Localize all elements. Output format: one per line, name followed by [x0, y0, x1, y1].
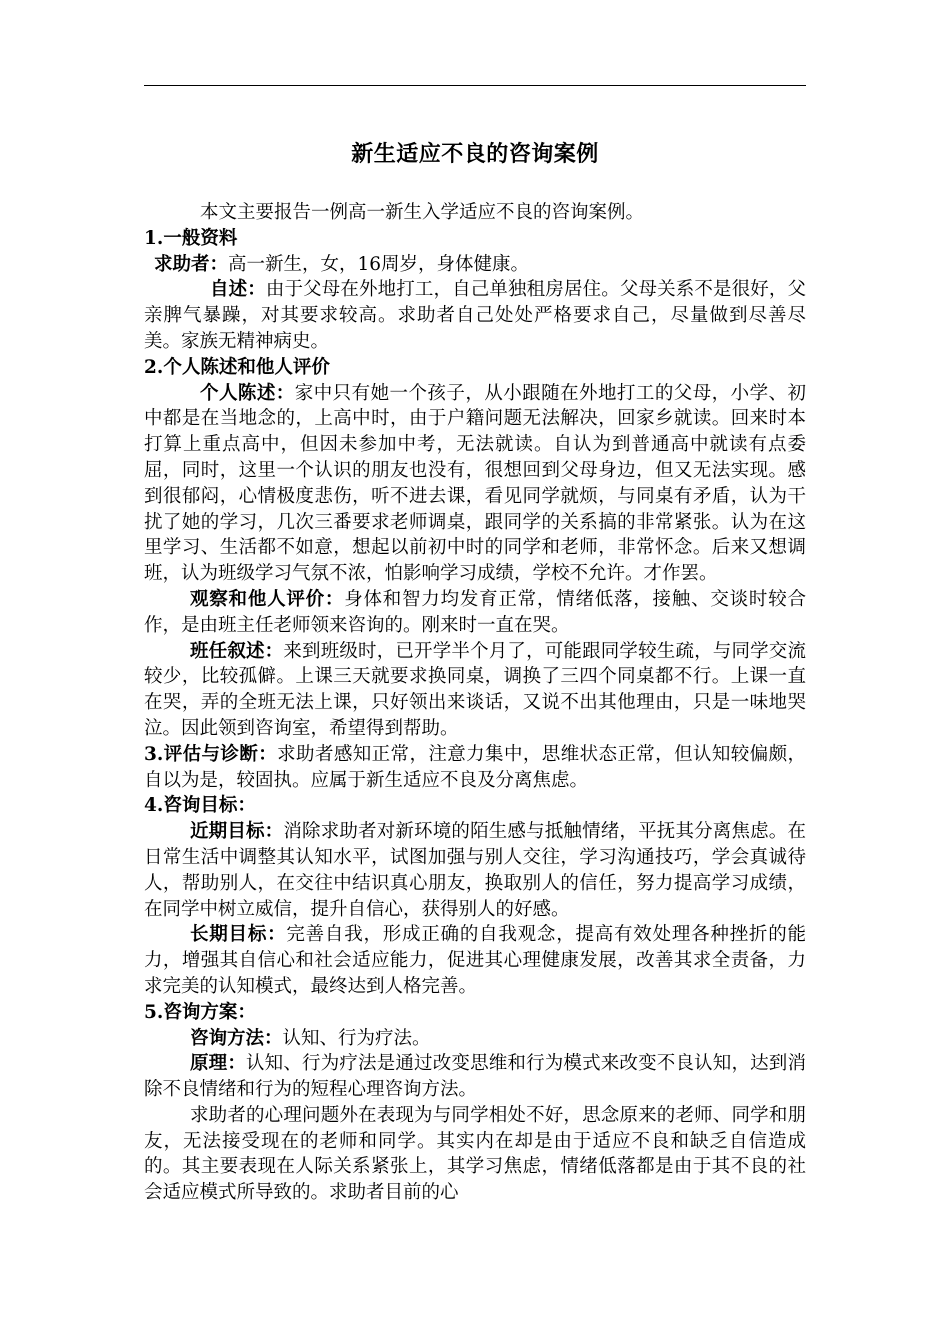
client-info-paragraph: [144, 252, 806, 278]
client-text: 高一新生，女，16周岁，身体健康。: [228, 253, 530, 275]
self-report-paragraph: [144, 277, 806, 354]
self-report-text: 由于父母在外地打工，自己单独租房居住。父母关系不是很好，父亲脾气暴躁，对其要求较高。求助者自己处处严格要求自己，尽量做到尽善尽美。家族无精神病史。: [144, 279, 806, 352]
teacher-report-paragraph: [144, 639, 806, 742]
document-body: [144, 200, 806, 1206]
analysis-paragraph: 求助者的心理问题外在表现为与同学相处不好，思念原来的老师、同学和朋友，无法接受现在的老师和同学。其实内在却是由于适应不良和缺乏自信造成的。其主要表现在人际关系紧张上，其学习焦虑，情绪低落都是由于其不良的社会适应模式所导致的。求助者目前的心: [144, 1104, 806, 1204]
section-2-heading: 2.个人陈述和他人评价: [144, 356, 330, 378]
near-goal-text: 消除求助者对新环境的陌生感与抵触情绪，平抚其分离焦虑。在日常生活中调整其认知水平，试图加强与别人交往，学习沟通技巧，学会真诚待人，帮助别人，在交往中结识真心朋友，换取别人的信任，努力提高学习成绩，在同学中树立威信，提升自信心，获得别人的好感。: [144, 821, 806, 920]
observation-text: 身体和智力均发育正常，情绪低落，接触、交谈时较合作，是由班主任老师领来咨询的。刚来时一直在哭。: [144, 588, 806, 636]
section-3-heading: 3.评估与诊断：: [144, 743, 278, 765]
method-text: 认知、行为疗法。: [282, 1027, 431, 1049]
method-paragraph: [144, 1026, 806, 1052]
observation-paragraph: [144, 587, 806, 639]
header-rule: [144, 85, 806, 86]
client-label: 求助者：: [154, 253, 229, 275]
observation-label: 观察和他人评价：: [190, 588, 345, 610]
long-goal-text: 完善自我，形成正确的自我观念，提高有效处理各种挫折的能力，增强其自信心和社会适应能力，促进其心理健康发展，改善其求全责备，力求完美的认知模式，最终达到人格完善。: [144, 924, 806, 997]
personal-statement-paragraph: [144, 381, 806, 587]
long-goal-label: 长期目标：: [190, 924, 287, 946]
teacher-report-text: 来到班级时，已开学半个月了，可能跟同学较生疏，与同学交流较少，比较孤僻。上课三天就要求换同桌，调换了三四个同桌都不行。上课一直在哭，弄的全班无法上课，只好领出来谈话，又说不出其他理由，只是一味地哭泣。因此领到咨询室，希望得到帮助。: [144, 640, 806, 739]
section-1-heading: 1.一般资料: [144, 227, 238, 249]
near-goal-label: 近期目标：: [190, 821, 284, 843]
principle-paragraph: [144, 1051, 806, 1103]
long-goal-paragraph: [144, 922, 806, 999]
principle-text: 认知、行为疗法是通过改变思维和行为模式来改变不良认知，达到消除不良情绪和行为的短程心理咨询方法。: [144, 1053, 806, 1101]
teacher-report-label: 班任叙述：: [190, 640, 284, 662]
method-label: 咨询方法：: [190, 1027, 283, 1049]
self-report-label: 自述：: [210, 279, 266, 301]
personal-statement-label: 个人陈述：: [200, 382, 295, 404]
intro-paragraph: 本文主要报告一例高一新生入学适应不良的咨询案例。: [200, 202, 645, 223]
document-title: 新生适应不良的咨询案例: [351, 141, 599, 167]
principle-label: 原理：: [190, 1053, 247, 1075]
section-3-paragraph: [144, 742, 806, 794]
personal-statement-text: 家中只有她一个孩子，从小跟随在外地打工的父母，小学、初中都是在当地念的，上高中时，由于户籍问题无法解决，回家乡就读。回来时本打算上重点高中，但因未参加中考，无法就读。自认为到普通高中就读有点委屈，同时，这里一个认识的朋友也没有，很想回到父母身边，但又无法实现。感到很郁闷，心情极度悲伤，听不进去课，看见同学就烦，与同桌有矛盾，认为干扰了她的学习，几次三番要求老师调桌，跟同学的关系搞的非常紧张。认为在这里学习、生活都不如意，想起以前初中时的同学和老师，非常怀念。后来又想调班，认为班级学习气氛不浓，怕影响学习成绩，学校不允许。才作罢。: [144, 382, 806, 585]
assessment-text: 求助者感知正常，注意力集中，思维状态正常，但认知较偏颇，自以为是，较固执。应属于新生适应不良及分离焦虑。: [144, 743, 806, 791]
section-4-heading: 4.咨询目标：: [144, 795, 256, 817]
near-goal-paragraph: [144, 819, 806, 922]
section-5-heading: 5.咨询方案：: [144, 1001, 256, 1023]
